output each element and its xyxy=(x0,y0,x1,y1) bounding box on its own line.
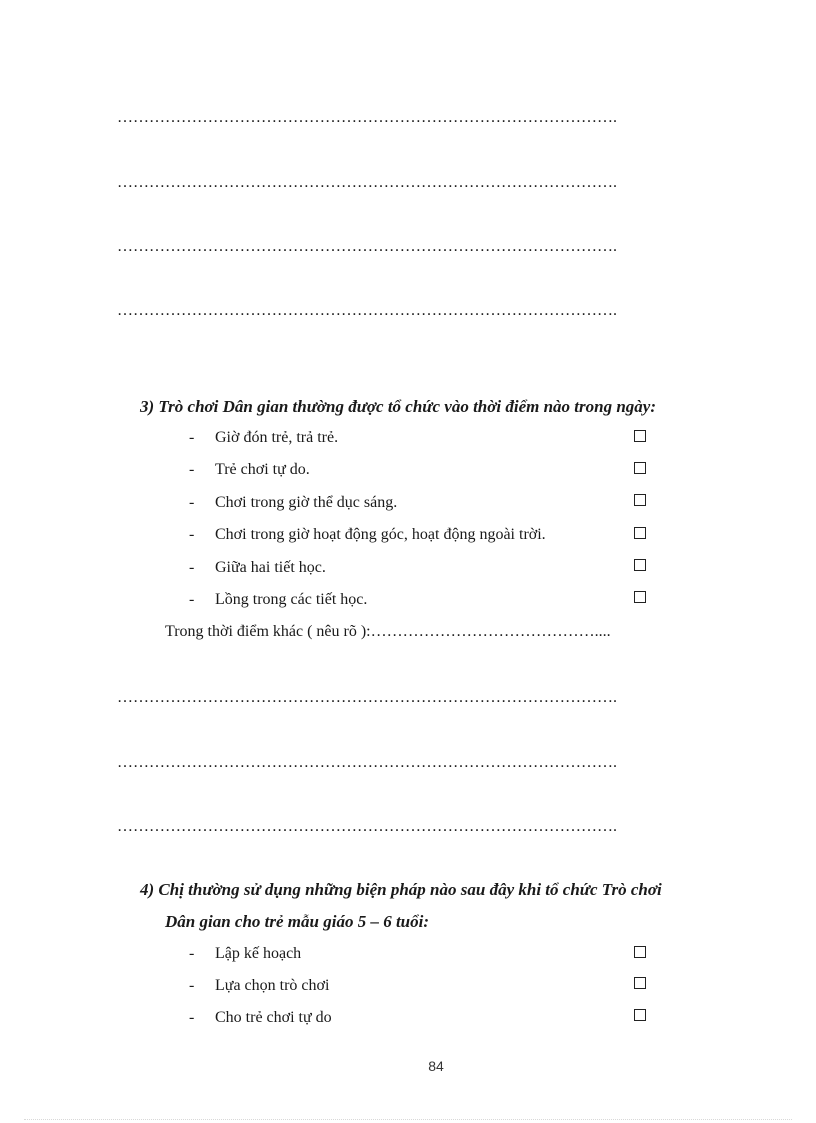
option-label: Chơi trong giờ hoạt động góc, hoạt động ngoài trời. xyxy=(215,526,546,543)
answer-line[interactable]: …………………………………………………………………………………. xyxy=(117,818,617,835)
answer-line[interactable]: …………………………………………………………………………………. xyxy=(117,689,617,706)
answer-line[interactable]: …………………………………………………………………………………. xyxy=(117,109,617,126)
option-label: Lồng trong các tiết học. xyxy=(215,591,368,608)
option-label: Chơi trong giờ thể dục sáng. xyxy=(215,494,398,511)
option-label: Trẻ chơi tự do. xyxy=(215,461,310,478)
option-checkbox[interactable] xyxy=(634,977,646,989)
option-dash: - xyxy=(189,526,195,543)
option-dash: - xyxy=(189,461,195,478)
option-checkbox[interactable] xyxy=(634,1009,646,1021)
option-dash: - xyxy=(189,559,195,576)
option-label: Cho trẻ chơi tự do xyxy=(215,1009,332,1026)
page-number: 84 xyxy=(428,1058,444,1074)
option-label: Giờ đón trẻ, trả trẻ. xyxy=(215,429,339,446)
option-dash: - xyxy=(189,494,195,511)
option-label: Lập kế hoạch xyxy=(215,945,302,962)
option-dash: - xyxy=(189,429,195,446)
answer-line[interactable]: …………………………………………………………………………………. xyxy=(117,174,617,191)
option-label: Lựa chọn trò chơi xyxy=(215,977,330,994)
answer-line[interactable]: …………………………………………………………………………………. xyxy=(117,754,617,771)
option-dash: - xyxy=(189,977,195,994)
option-checkbox[interactable] xyxy=(634,946,646,958)
option-dash: - xyxy=(189,1009,195,1026)
option-dash: - xyxy=(189,945,195,962)
option-dash: - xyxy=(189,591,195,608)
question-4-title-cont: Dân gian cho trẻ mẫu giáo 5 – 6 tuổi: xyxy=(165,912,430,931)
option-checkbox[interactable] xyxy=(634,462,646,474)
question-4-title: 4) Chị thường sử dụng những biện pháp nào sau đây khi tổ chức Trò chơi xyxy=(140,880,662,899)
option-checkbox[interactable] xyxy=(634,591,646,603)
question-3-title: 3) Trò chơi Dân gian thường được tổ chức vào thời điểm nào trong ngày: xyxy=(140,397,657,416)
option-label: Giữa hai tiết học. xyxy=(215,559,326,576)
option-checkbox[interactable] xyxy=(634,494,646,506)
other-time-prompt[interactable]: Trong thời điểm khác ( nêu rõ ):…………………………………….... xyxy=(165,623,611,640)
answer-line[interactable]: …………………………………………………………………………………. xyxy=(117,238,617,255)
page-bottom-divider xyxy=(24,1119,792,1120)
option-checkbox[interactable] xyxy=(634,527,646,539)
option-checkbox[interactable] xyxy=(634,430,646,442)
option-checkbox[interactable] xyxy=(634,559,646,571)
answer-line[interactable]: …………………………………………………………………………………. xyxy=(117,302,617,319)
